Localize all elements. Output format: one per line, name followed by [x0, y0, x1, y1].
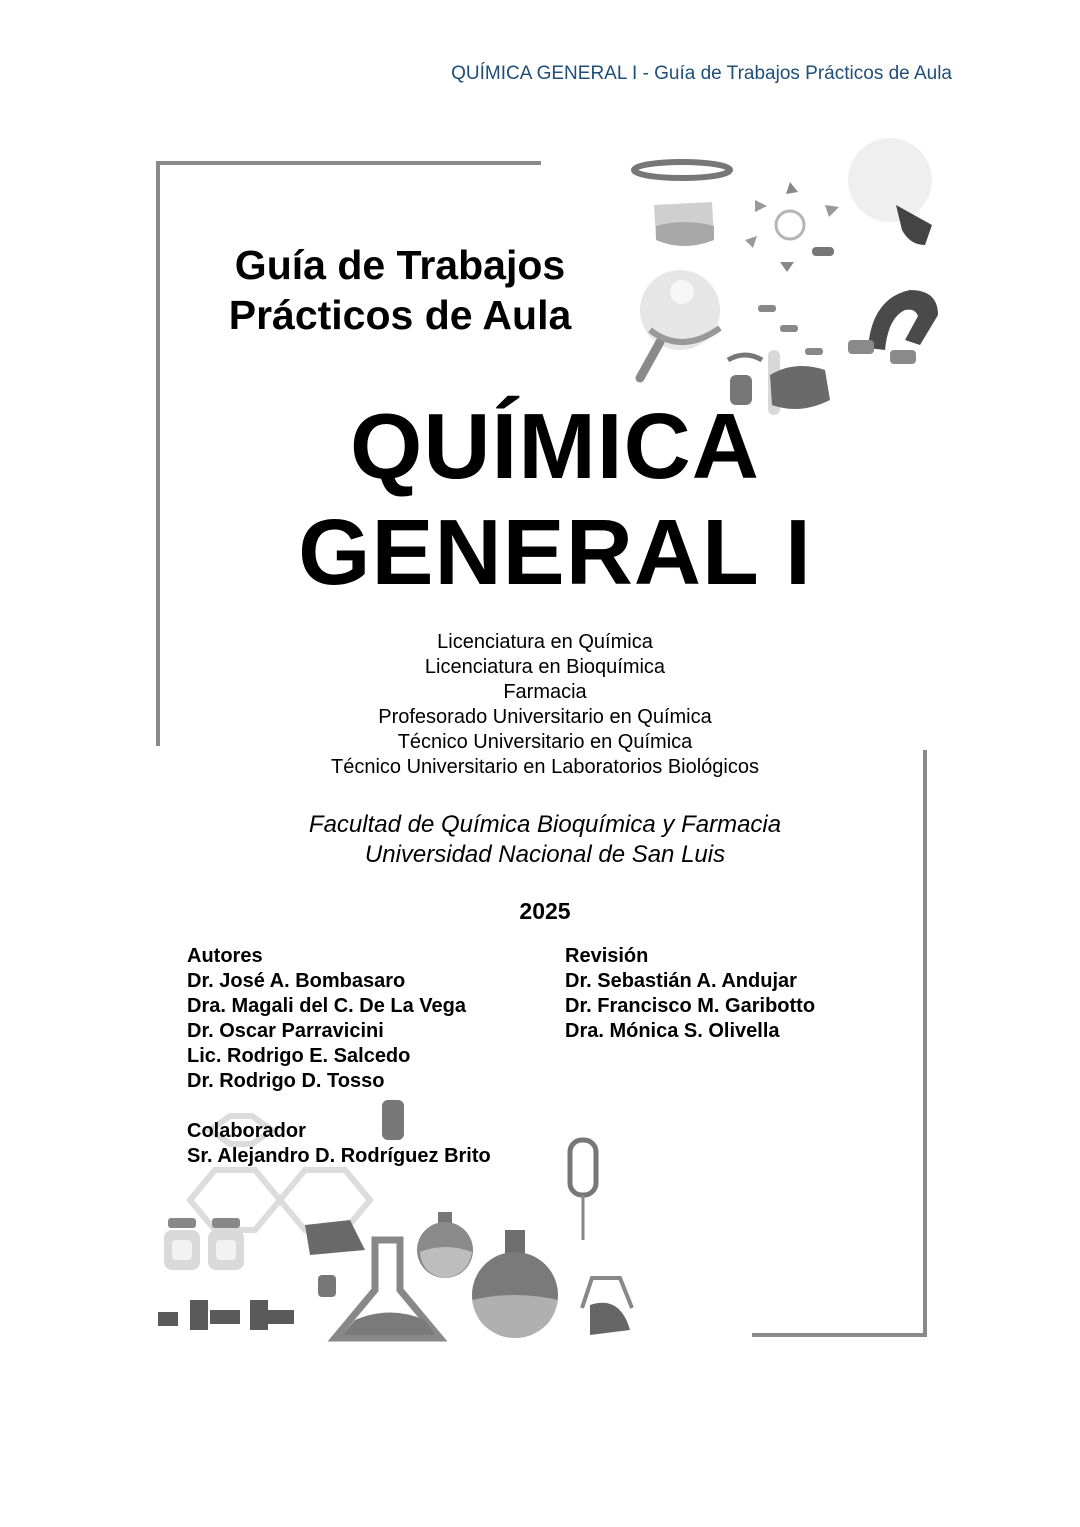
atom-icon	[745, 182, 839, 272]
top-right-illustrations	[620, 130, 960, 420]
light-bulb-icon	[848, 138, 932, 245]
authors-block	[187, 944, 466, 1094]
program-item: Licenciatura en Bioquímica	[424, 656, 666, 678]
stand-icon	[158, 1300, 294, 1330]
author-name: Dr. José A. Bombasaro	[187, 970, 406, 992]
title-line-2: GENERAL I	[298, 500, 812, 604]
collaborator-block	[187, 1119, 491, 1169]
frame-left-line	[156, 161, 160, 746]
institution-block	[200, 810, 890, 870]
program-item: Técnico Universitario en Química	[397, 731, 693, 753]
reviewer-name: Dr. Sebastián A. Andujar	[565, 970, 797, 992]
author-name: Dr. Rodrigo D. Tosso	[187, 1070, 385, 1092]
subtitle-line-1: Guía de Trabajos	[234, 242, 566, 288]
cover-subtitle	[200, 240, 600, 340]
running-header: QUÍMICA GENERAL I - Guía de Trabajos Prácticos de Aula	[451, 63, 952, 84]
program-item: Técnico Universitario en Laboratorios Biológicos	[331, 756, 759, 778]
magnifier-icon	[640, 270, 720, 378]
title-line-1: QUÍMICA	[350, 394, 760, 498]
university-name: Universidad Nacional de San Luis	[364, 841, 726, 868]
reviewer-name: Dra. Mónica S. Olivella	[565, 1020, 780, 1042]
frame-bottom-line	[752, 1333, 927, 1337]
author-name: Lic. Rodrigo E. Salcedo	[187, 1045, 411, 1067]
collaborator-heading: Colaborador	[187, 1120, 306, 1142]
frame-right-line	[923, 750, 927, 1337]
publication-year: 2025	[519, 898, 571, 924]
authors-heading: Autores	[187, 945, 263, 967]
program-item: Farmacia	[503, 681, 587, 703]
author-name: Dr. Oscar Parravicini	[187, 1020, 384, 1042]
review-heading: Revisión	[565, 945, 649, 967]
faculty-name: Facultad de Química Bioquímica y Farmacia	[308, 811, 782, 838]
frame-top-line	[156, 161, 541, 165]
collaborator-name: Sr. Alejandro D. Rodríguez Brito	[187, 1145, 491, 1167]
subtitle-line-2: Prácticos de Aula	[228, 292, 572, 338]
round-flask-icon	[417, 1212, 558, 1338]
program-item: Profesorado Universitario en Química	[378, 706, 712, 728]
beaker-icon	[634, 162, 730, 246]
review-block	[565, 944, 815, 1044]
magnet-icon	[848, 290, 938, 364]
program-item: Licenciatura en Química	[437, 631, 653, 653]
degree-programs-list	[200, 630, 890, 780]
separatory-funnel-icon	[570, 1140, 632, 1335]
cover-title	[250, 393, 860, 605]
jars-icon	[164, 1218, 244, 1270]
reviewer-name: Dr. Francisco M. Garibotto	[565, 995, 816, 1017]
author-name: Dra. Magali del C. De La Vega	[187, 995, 466, 1017]
